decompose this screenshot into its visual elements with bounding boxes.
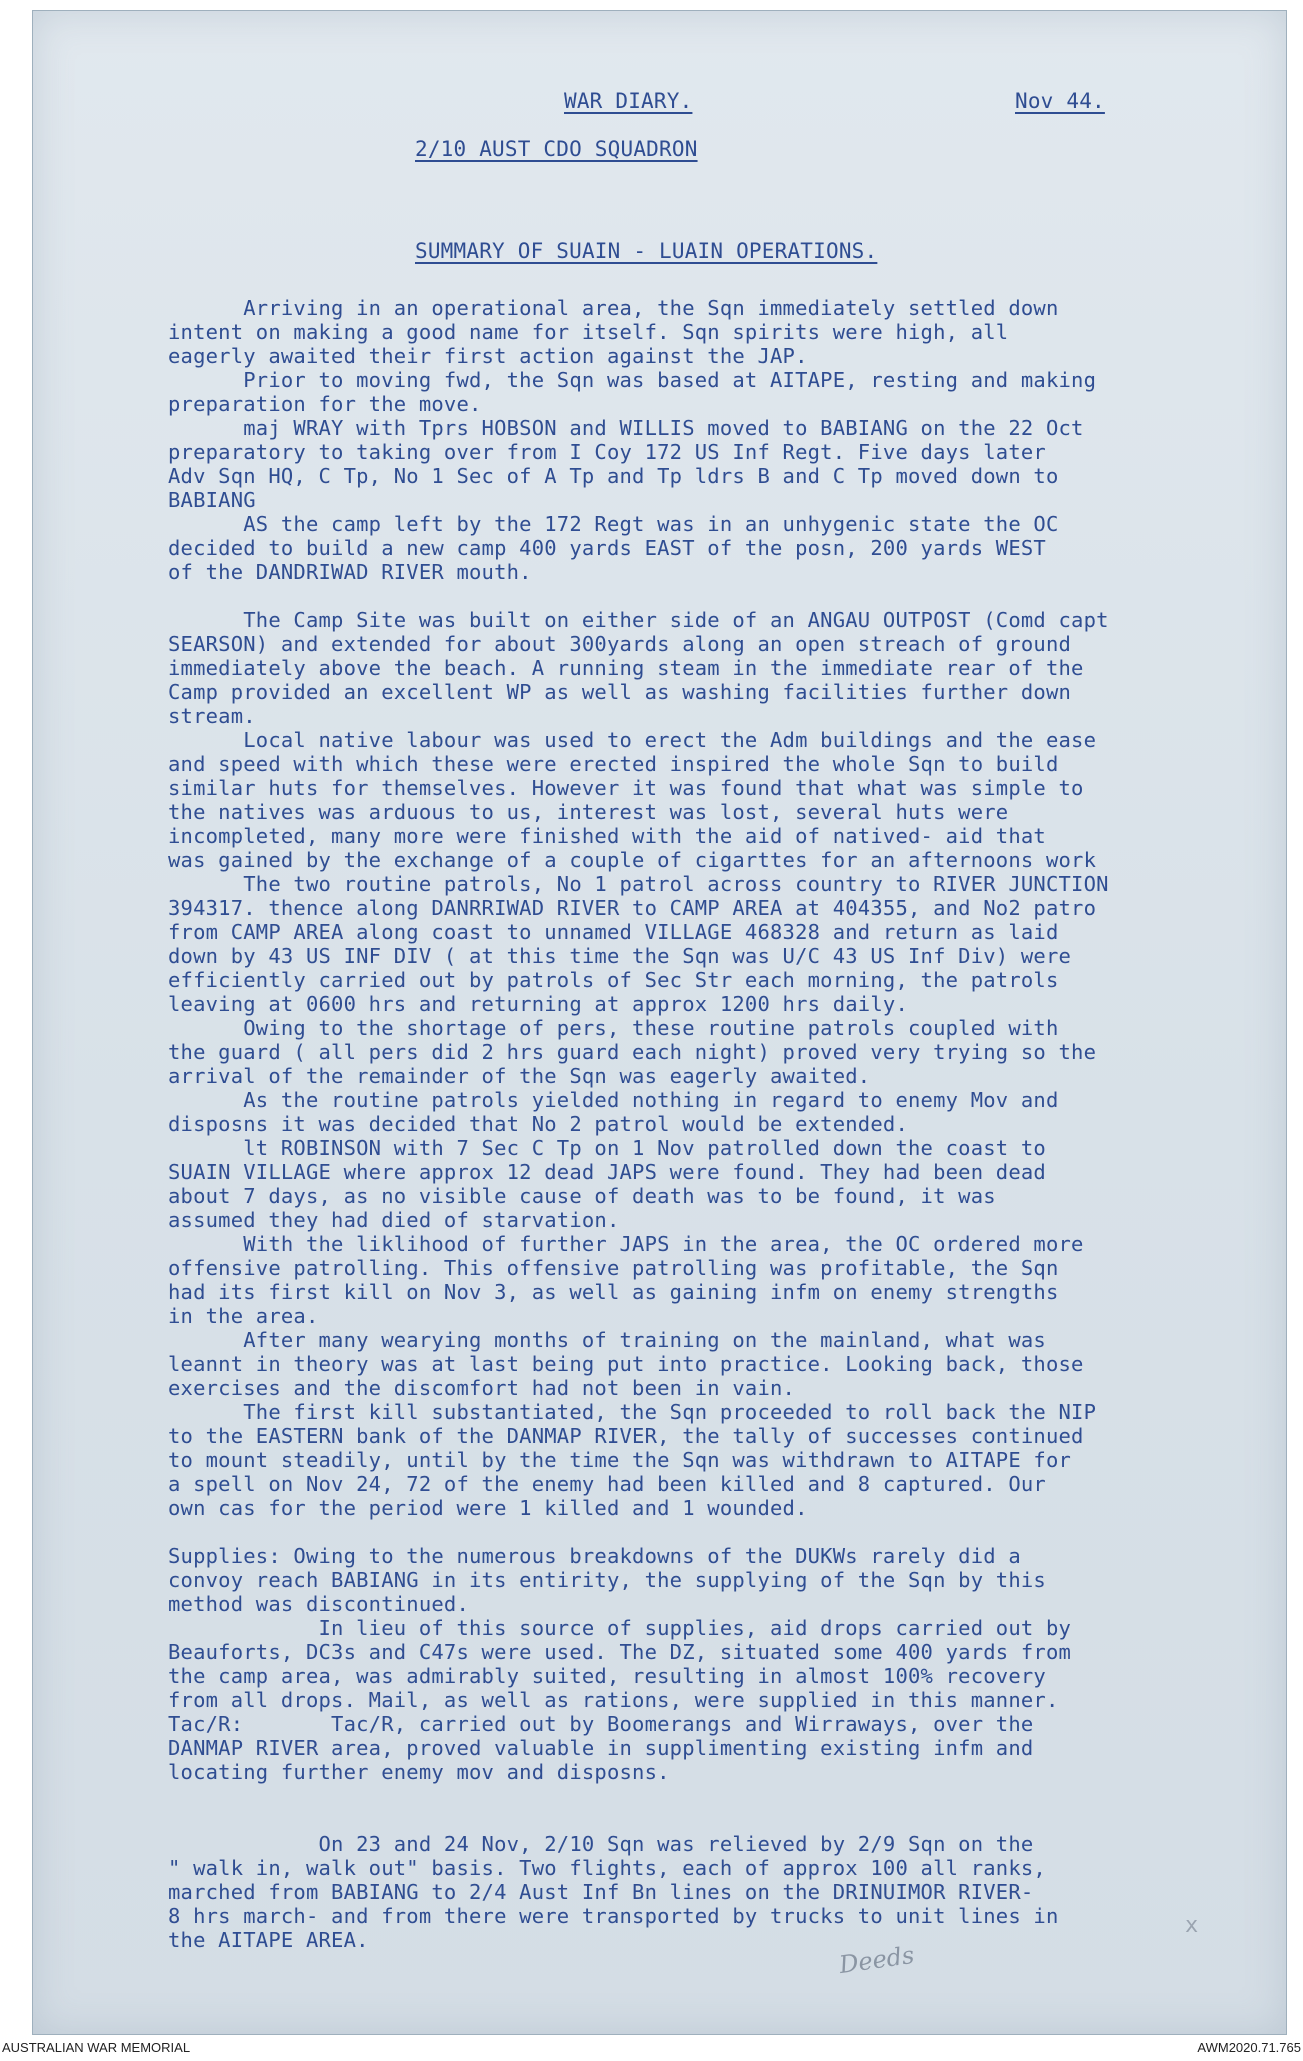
body-line: method was discontinued. (168, 1592, 470, 1616)
body-line: BABIANG (168, 488, 256, 512)
body-line: the natives was arduous to us, interest was lost, several huts were (168, 800, 1009, 824)
body-line: marched from BABIANG to 2/4 Aust Inf Bn lines on the DRINUIMOR RIVER- (168, 1880, 1034, 1904)
body-line: the AITAPE AREA. (168, 1928, 369, 1952)
footer-reference: AWM2020.71.765 (1197, 2040, 1301, 2055)
body-line: preparatory to taking over from I Coy 172 US Inf Regt. Five days later (168, 440, 1046, 464)
body-line: preparation for the move. (168, 392, 482, 416)
document-page (32, 10, 1287, 2035)
body-line: from all drops. Mail, as well as rations, were supplied in this manner. (168, 1688, 1059, 1712)
body-line: Tac/R: Tac/R, carried out by Boomerangs and Wirraways, over the (168, 1712, 1034, 1736)
body-line: The two routine patrols, No 1 patrol across country to RIVER JUNCTION (168, 872, 1109, 896)
body-line: maj WRAY with Tprs HOBSON and WILLIS moved to BABIANG on the 22 Oct (168, 416, 1084, 440)
footer-source: AUSTRALIAN WAR MEMORIAL (2, 2040, 191, 2055)
body-line: convoy reach BABIANG in its entirity, the supplying of the Sqn by this (168, 1568, 1046, 1592)
body-line: In lieu of this source of supplies, aid drops carried out by (168, 1616, 1072, 1640)
body-line: lt ROBINSON with 7 Sec C Tp on 1 Nov patrolled down the coast to (168, 1136, 1046, 1160)
body-line: Beauforts, DC3s and C47s were used. The DZ, situated some 400 yards from (168, 1640, 1072, 1664)
body-line: own cas for the period were 1 killed and 1 wounded. (168, 1496, 808, 1520)
margin-mark: x (1185, 1913, 1199, 1938)
body-line: On 23 and 24 Nov, 2/10 Sqn was relieved by 2/9 Sqn on the (168, 1832, 1034, 1856)
body-line: leaving at 0600 hrs and returning at approx 1200 hrs daily. (168, 992, 908, 1016)
body-line: offensive patrolling. This offensive patrolling was profitable, the Sqn (168, 1256, 1059, 1280)
body-line: Prior to moving fwd, the Sqn was based at AITAPE, resting and making (168, 368, 1097, 392)
body-line: was gained by the exchange of a couple of cigarttes for an afternoons work (168, 848, 1097, 872)
body-line: had its first kill on Nov 3, as well as gaining infm on enemy strengths (168, 1280, 1059, 1304)
body-line: The first kill substantiated, the Sqn proceeded to roll back the NIP (168, 1400, 1097, 1424)
body-line: As the routine patrols yielded nothing in regard to enemy Mov and (168, 1088, 1059, 1112)
body-line: eagerly awaited their first action against the JAP. (168, 344, 808, 368)
body-line: DANMAP RIVER area, proved valuable in supplimenting existing infm and (168, 1736, 1034, 1760)
body-line: similar huts for themselves. However it was found that what was simple to (168, 776, 1084, 800)
diary-title: WAR DIARY. (564, 89, 693, 113)
body-line: and speed with which these were erected inspired the whole Sqn to build (168, 752, 1059, 776)
body-line: from CAMP AREA along coast to unnamed VILLAGE 468328 and return as laid (168, 920, 1059, 944)
body-line: 8 hrs march- and from there were transported by trucks to unit lines in (168, 1904, 1059, 1928)
body-line: Local native labour was used to erect the Adm buildings and the ease (168, 728, 1097, 752)
body-line: disposns it was decided that No 2 patrol would be extended. (168, 1112, 908, 1136)
body-line: Adv Sqn HQ, C Tp, No 1 Sec of A Tp and Tp ldrs B and C Tp moved down to (168, 464, 1059, 488)
body-line: a spell on Nov 24, 72 of the enemy had been killed and 8 captured. Our (168, 1472, 1046, 1496)
body-line: Supplies: Owing to the numerous breakdowns of the DUKWs rarely did a (168, 1544, 1021, 1568)
handwritten-annotation: Deeds (837, 1940, 916, 1980)
body-line: 394317. thence along DANRRIWAD RIVER to CAMP AREA at 404355, and No2 patro (168, 896, 1097, 920)
body-line: After many wearying months of training on the mainland, what was (168, 1328, 1046, 1352)
body-line: the guard ( all pers did 2 hrs guard each night) proved very trying so the (168, 1040, 1097, 1064)
body-line: AS the camp left by the 172 Regt was in an unhygenic state the OC (168, 512, 1059, 536)
body-line: SEARSON) and extended for about 300yards along an open streach of ground (168, 632, 1072, 656)
body-line: intent on making a good name for itself. Sqn spirits were high, all (168, 320, 1009, 344)
body-line: assumed they had died of starvation. (168, 1208, 620, 1232)
body-line: Owing to the shortage of pers, these routine patrols coupled with (168, 1016, 1059, 1040)
body-line: Camp provided an excellent WP as well as washing facilities further down (168, 680, 1072, 704)
body-line: leannt in theory was at last being put into practice. Looking back, those (168, 1352, 1084, 1376)
body-line: the camp area, was admirably suited, resulting in almost 100% recovery (168, 1664, 1046, 1688)
body-line: " walk in, walk out" basis. Two flights, each of approx 100 all ranks, (168, 1856, 1046, 1880)
unit-name: 2/10 AUST CDO SQUADRON (415, 137, 698, 161)
body-line: exercises and the discomfort had not been in vain. (168, 1376, 796, 1400)
body-line: in the area. (168, 1304, 319, 1328)
body-line: stream. (168, 704, 256, 728)
body-line: decided to build a new camp 400 yards EAST of the posn, 200 yards WEST (168, 536, 1046, 560)
body-line: Arriving in an operational area, the Sqn immediately settled down (168, 296, 1059, 320)
body-line: of the DANDRIWAD RIVER mouth. (168, 560, 532, 584)
body-line: immediately above the beach. A running steam in the immediate rear of the (168, 656, 1084, 680)
body-line: SUAIN VILLAGE where approx 12 dead JAPS were found. They had been dead (168, 1160, 1046, 1184)
body-line: to the EASTERN bank of the DANMAP RIVER, the tally of successes continued (168, 1424, 1084, 1448)
body-line: With the liklihood of further JAPS in the area, the OC ordered more (168, 1232, 1084, 1256)
body-line: efficiently carried out by patrols of Sec Str each morning, the patrols (168, 968, 1059, 992)
body-line: about 7 days, as no visible cause of death was to be found, it was (168, 1184, 996, 1208)
body-line: arrival of the remainder of the Sqn was eagerly awaited. (168, 1064, 871, 1088)
body-line: incompleted, many more were finished with the aid of natived- aid that (168, 824, 1046, 848)
diary-date: Nov 44. (1015, 89, 1105, 113)
body-line: locating further enemy mov and disposns. (168, 1760, 670, 1784)
section-title: SUMMARY OF SUAIN - LUAIN OPERATIONS. (415, 239, 878, 263)
body-line: down by 43 US INF DIV ( at this time the Sqn was U/C 43 US Inf Div) were (168, 944, 1072, 968)
body-line: The Camp Site was built on either side of an ANGAU OUTPOST (Comd capt (168, 608, 1109, 632)
body-line: to mount steadily, until by the time the Sqn was withdrawn to AITAPE for (168, 1448, 1072, 1472)
